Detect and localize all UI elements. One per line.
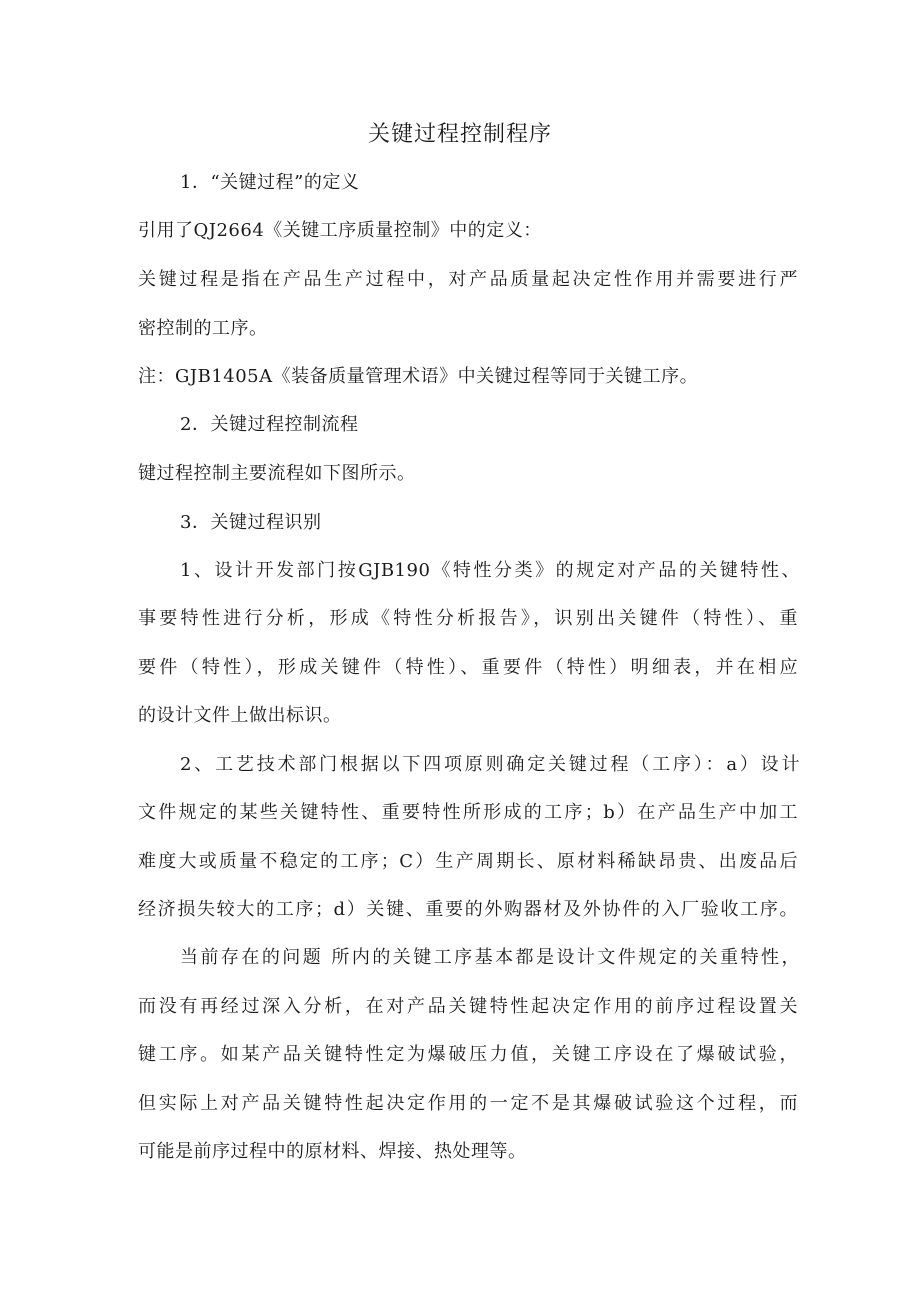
paragraph-line: 1、设计开发部门按GJB190《特性分类》的规定对产品的关键特性、 bbox=[180, 560, 800, 581]
paragraph-line: 难度大或质量不稳定的工序；C）生产周期长、原材料稀缺昂贵、出废品后 bbox=[138, 851, 798, 872]
paragraph-line: 可能是前序过程中的原材料、焊接、热处理等。 bbox=[138, 1141, 527, 1162]
document-title: 关键过程控制程序 bbox=[367, 122, 552, 147]
section-heading-3: 3．关键过程识别 bbox=[180, 512, 322, 533]
paragraph-line: 经济损失较大的工序；d）关键、重要的外购器材及外协件的入厂验收工序。 bbox=[138, 899, 798, 920]
paragraph-line: 要件（特性），形成关键件（特性）、重要件（特性）明细表，并在相应 bbox=[138, 657, 798, 678]
paragraph-line: 而没有再经过深入分析，在对产品关键特性起决定作用的前序过程设置关 bbox=[138, 996, 798, 1017]
paragraph-line: 2、工艺技术部门根据以下四项原则确定关键过程（工序）：a）设计 bbox=[180, 754, 800, 775]
paragraph-line: 当前存在的问题 所内的关键工序基本都是设计文件规定的关重特性， bbox=[180, 947, 800, 968]
section-heading-1: 1．“关键过程”的定义 bbox=[180, 172, 360, 193]
paragraph-line: 关键过程是指在产品生产过程中，对产品质量起决定性作用并需要进行严 bbox=[138, 269, 798, 290]
paragraph-line: 的设计文件上做出标识。 bbox=[138, 705, 342, 726]
paragraph-line: 键过程控制主要流程如下图所示。 bbox=[138, 463, 416, 484]
paragraph-line: 但实际上对产品关键特性起决定作用的一定不是其爆破试验这个过程，而 bbox=[138, 1093, 798, 1114]
paragraph-line: 密控制的工序。 bbox=[138, 318, 268, 339]
note-line: 注：GJB1405A《装备质量管理术语》中关键过程等同于关键工序。 bbox=[138, 366, 699, 387]
section-heading-2: 2．关键过程控制流程 bbox=[180, 414, 359, 435]
paragraph-line: 引用了QJ2664《关键工序质量控制》中的定义： bbox=[138, 220, 542, 241]
paragraph-line: 文件规定的某些关键特性、重要特性所形成的工序；b）在产品生产中加工 bbox=[138, 802, 798, 823]
paragraph-line: 事要特性进行分析，形成《特性分析报告》，识别出关键件（特性）、重 bbox=[138, 608, 798, 629]
paragraph-line: 键工序。如某产品关键特性定为爆破压力值，关键工序设在了爆破试验， bbox=[138, 1044, 798, 1065]
